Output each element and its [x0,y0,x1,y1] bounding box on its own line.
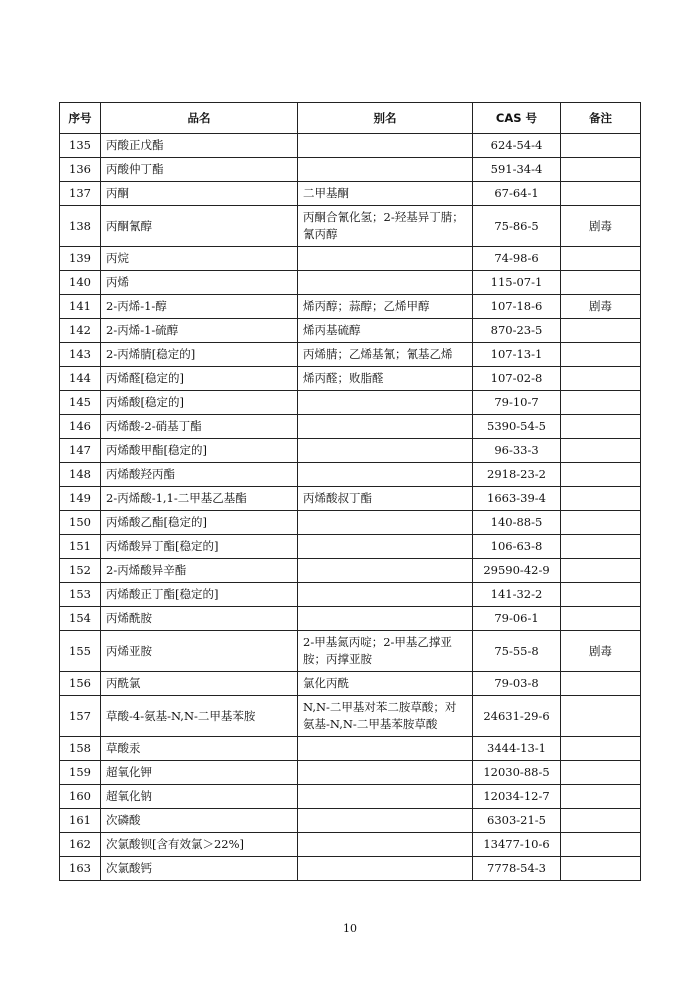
alias-cell: 烯丙醛；败脂醛 [298,367,473,391]
table-row [60,295,641,319]
table-row [60,134,641,158]
product-name-cell: 2-丙烯-1-醇 [101,295,298,319]
serial-number-cell: 159 [60,761,101,785]
table-row [60,247,641,271]
product-name-cell: 2-丙烯-1-硫醇 [101,319,298,343]
cas-number-cell: 115-07-1 [473,271,561,295]
header-product-name: 品名 [101,103,298,134]
serial-number-cell: 136 [60,158,101,182]
alias-cell: 丙烯腈；乙烯基氰；氰基乙烯 [298,343,473,367]
remarks-cell [561,607,641,631]
remarks-cell [561,761,641,785]
remarks-cell [561,857,641,881]
alias-cell [298,134,473,158]
serial-number-cell: 157 [60,696,101,737]
product-name-cell: 丙酸正戊酯 [101,134,298,158]
remarks-cell [561,559,641,583]
alias-cell [298,607,473,631]
product-name-cell: 2-丙烯酸-1,1-二甲基乙基酯 [101,487,298,511]
table-row [60,487,641,511]
product-name-cell: 丙烯酸羟丙酯 [101,463,298,487]
serial-number-cell: 152 [60,559,101,583]
header-serial-number: 序号 [60,103,101,134]
product-name-cell: 草酸汞 [101,737,298,761]
table-row [60,761,641,785]
product-name-cell: 丙烯酸甲酯[稳定的] [101,439,298,463]
product-name-cell: 2-丙烯酸异辛酯 [101,559,298,583]
cas-number-cell: 79-10-7 [473,391,561,415]
alias-cell: 氯化丙酰 [298,672,473,696]
alias-cell [298,391,473,415]
cas-number-cell: 12030-88-5 [473,761,561,785]
remarks-cell [561,535,641,559]
cas-number-cell: 6303-21-5 [473,809,561,833]
alias-cell [298,271,473,295]
alias-cell: 2-甲基氮丙啶；2-甲基乙撑亚胺；丙撑亚胺 [298,631,473,672]
table-row [60,367,641,391]
remarks-cell [561,343,641,367]
remarks-cell [561,833,641,857]
cas-number-cell: 79-06-1 [473,607,561,631]
remarks-cell [561,583,641,607]
serial-number-cell: 160 [60,785,101,809]
cas-number-cell: 75-86-5 [473,206,561,247]
serial-number-cell: 143 [60,343,101,367]
remarks-cell [561,182,641,206]
product-name-cell: 丙烯亚胺 [101,631,298,672]
remarks-cell [561,809,641,833]
header-remarks: 备注 [561,103,641,134]
alias-cell [298,439,473,463]
alias-cell [298,158,473,182]
remarks-cell: 剧毒 [561,206,641,247]
table-row [60,206,641,247]
remarks-cell [561,696,641,737]
serial-number-cell: 148 [60,463,101,487]
alias-cell: 烯丙基硫醇 [298,319,473,343]
remarks-cell: 剧毒 [561,631,641,672]
table-row [60,857,641,881]
cas-number-cell: 107-18-6 [473,295,561,319]
remarks-cell [561,463,641,487]
product-name-cell: 丙烯酸乙酯[稳定的] [101,511,298,535]
alias-cell: N,N-二甲基对苯二胺草酸；对氨基-N,N-二甲基苯胺草酸 [298,696,473,737]
cas-number-cell: 107-13-1 [473,343,561,367]
product-name-cell: 草酸-4-氨基-N,N-二甲基苯胺 [101,696,298,737]
table-row [60,785,641,809]
cas-number-cell: 13477-10-6 [473,833,561,857]
serial-number-cell: 139 [60,247,101,271]
remarks-cell [561,158,641,182]
alias-cell [298,583,473,607]
table-header-row [60,103,641,134]
serial-number-cell: 137 [60,182,101,206]
product-name-cell: 2-丙烯腈[稳定的] [101,343,298,367]
serial-number-cell: 135 [60,134,101,158]
serial-number-cell: 141 [60,295,101,319]
table-row [60,463,641,487]
serial-number-cell: 138 [60,206,101,247]
cas-number-cell: 67-64-1 [473,182,561,206]
serial-number-cell: 158 [60,737,101,761]
table-row [60,696,641,737]
serial-number-cell: 162 [60,833,101,857]
alias-cell: 二甲基酮 [298,182,473,206]
cas-number-cell: 7778-54-3 [473,857,561,881]
cas-number-cell: 96-33-3 [473,439,561,463]
product-name-cell: 丙酮 [101,182,298,206]
cas-number-cell: 1663-39-4 [473,487,561,511]
cas-number-cell: 79-03-8 [473,672,561,696]
cas-number-cell: 74-98-6 [473,247,561,271]
table-row [60,809,641,833]
table-row [60,439,641,463]
serial-number-cell: 147 [60,439,101,463]
cas-number-cell: 106-63-8 [473,535,561,559]
alias-cell [298,809,473,833]
table-row [60,583,641,607]
remarks-cell [561,367,641,391]
product-name-cell: 丙酸仲丁酯 [101,158,298,182]
cas-number-cell: 5390-54-5 [473,415,561,439]
table-row [60,672,641,696]
remarks-cell [561,319,641,343]
product-name-cell: 丙烯酸正丁酯[稳定的] [101,583,298,607]
serial-number-cell: 145 [60,391,101,415]
cas-number-cell: 107-02-8 [473,367,561,391]
alias-cell [298,559,473,583]
table-row [60,833,641,857]
remarks-cell [561,271,641,295]
cas-number-cell: 591-34-4 [473,158,561,182]
product-name-cell: 次磷酸 [101,809,298,833]
cas-number-cell: 75-55-8 [473,631,561,672]
table-row [60,559,641,583]
serial-number-cell: 149 [60,487,101,511]
remarks-cell: 剧毒 [561,295,641,319]
serial-number-cell: 140 [60,271,101,295]
alias-cell [298,415,473,439]
serial-number-cell: 146 [60,415,101,439]
cas-number-cell: 29590-42-9 [473,559,561,583]
serial-number-cell: 153 [60,583,101,607]
alias-cell [298,833,473,857]
alias-cell [298,511,473,535]
cas-number-cell: 624-54-4 [473,134,561,158]
alias-cell [298,857,473,881]
table-row [60,535,641,559]
serial-number-cell: 144 [60,367,101,391]
cas-number-cell: 2918-23-2 [473,463,561,487]
table-row [60,343,641,367]
table-row [60,415,641,439]
alias-cell: 烯丙醇；蒜醇；乙烯甲醇 [298,295,473,319]
serial-number-cell: 155 [60,631,101,672]
serial-number-cell: 154 [60,607,101,631]
cas-number-cell: 12034-12-7 [473,785,561,809]
remarks-cell [561,247,641,271]
table-row [60,511,641,535]
alias-cell: 丙烯酸叔丁酯 [298,487,473,511]
remarks-cell [561,672,641,696]
table-row [60,737,641,761]
alias-cell [298,247,473,271]
chemical-table [59,102,641,881]
alias-cell [298,535,473,559]
remarks-cell [561,439,641,463]
product-name-cell: 超氧化钠 [101,785,298,809]
alias-cell [298,761,473,785]
product-name-cell: 丙烯酸-2-硝基丁酯 [101,415,298,439]
product-name-cell: 次氯酸钙 [101,857,298,881]
table-body [60,134,641,881]
product-name-cell: 丙烯 [101,271,298,295]
cas-number-cell: 3444-13-1 [473,737,561,761]
serial-number-cell: 142 [60,319,101,343]
remarks-cell [561,737,641,761]
alias-cell [298,785,473,809]
product-name-cell: 丙烷 [101,247,298,271]
header-alias: 别名 [298,103,473,134]
cas-number-cell: 140-88-5 [473,511,561,535]
cas-number-cell: 141-32-2 [473,583,561,607]
table-row [60,182,641,206]
product-name-cell: 丙酮氰醇 [101,206,298,247]
product-name-cell: 丙烯酰胺 [101,607,298,631]
alias-cell [298,737,473,761]
table-row [60,631,641,672]
alias-cell [298,463,473,487]
serial-number-cell: 156 [60,672,101,696]
product-name-cell: 丙烯醛[稳定的] [101,367,298,391]
table-row [60,607,641,631]
table-row [60,271,641,295]
alias-cell: 丙酮合氰化氢；2-羟基异丁腈；氰丙醇 [298,206,473,247]
product-name-cell: 丙烯酸异丁酯[稳定的] [101,535,298,559]
page-number: 10 [343,922,357,935]
header-cas-number: CAS 号 [473,103,561,134]
product-name-cell: 次氯酸钡[含有效氯＞22%] [101,833,298,857]
table-row [60,319,641,343]
cas-number-cell: 24631-29-6 [473,696,561,737]
remarks-cell [561,391,641,415]
remarks-cell [561,415,641,439]
cas-number-cell: 870-23-5 [473,319,561,343]
product-name-cell: 丙烯酸[稳定的] [101,391,298,415]
remarks-cell [561,487,641,511]
product-name-cell: 丙酰氯 [101,672,298,696]
remarks-cell [561,511,641,535]
product-name-cell: 超氧化钾 [101,761,298,785]
remarks-cell [561,134,641,158]
serial-number-cell: 163 [60,857,101,881]
serial-number-cell: 161 [60,809,101,833]
remarks-cell [561,785,641,809]
serial-number-cell: 150 [60,511,101,535]
table-row [60,158,641,182]
table-row [60,391,641,415]
serial-number-cell: 151 [60,535,101,559]
